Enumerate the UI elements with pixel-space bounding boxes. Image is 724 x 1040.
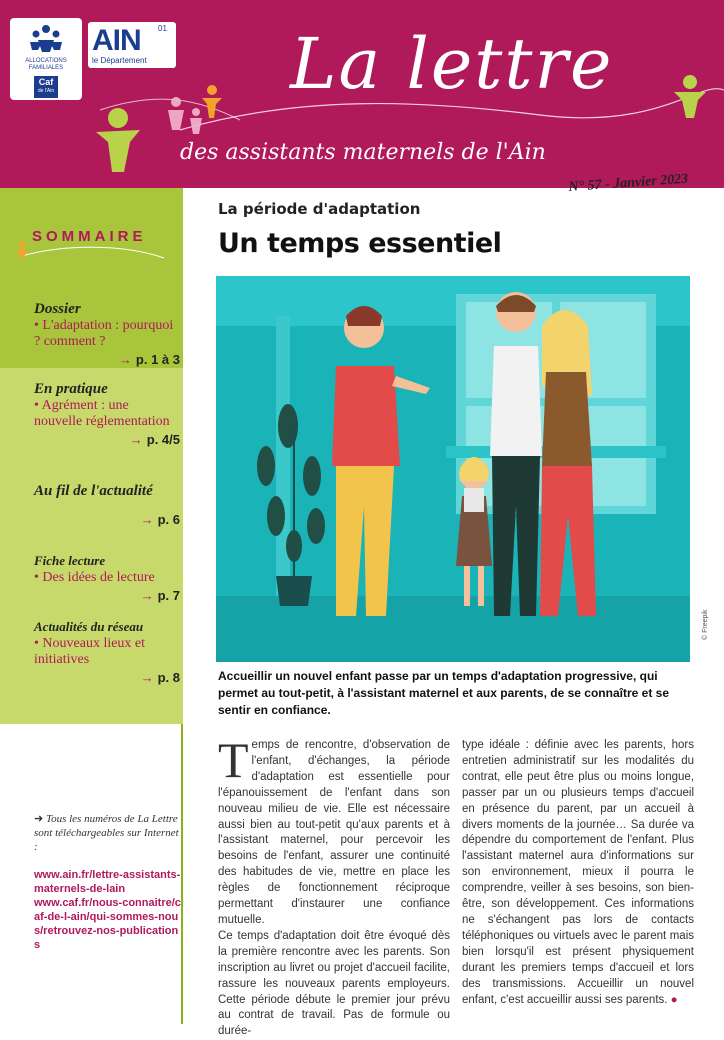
toc-heading: Au fil de l'actualité <box>34 483 153 499</box>
arrow-right-icon: → <box>140 512 154 527</box>
issue-number: N° 57 - Janvier 2023 <box>568 171 689 195</box>
caf-brand <box>34 76 58 98</box>
article-lead: Accueillir un nouvel enfant passe par un temps d'adaptation progressive, qui permet au tout-petit, à l'assistant maternel et aux parents, de se connaître et se sentir en confiance. <box>218 669 669 717</box>
toc-item[interactable]: • Nouveaux lieux et initiatives <box>34 636 146 667</box>
sommaire-heading: SOMMAIRE <box>32 228 147 245</box>
ain-logo-sub: le Département <box>92 56 147 65</box>
article-illustration <box>216 276 690 662</box>
link-caf[interactable]: www.caf.fr/nous-connaitre/caf-de-l-ain/qui-sommes-nous/retrouvez-nos-publications <box>34 897 181 951</box>
toc-section-fiche-lecture[interactable] <box>34 552 180 603</box>
toc-heading: En pratique <box>34 381 108 397</box>
toc-item[interactable]: • Agrément : une nouvelle réglementation <box>34 398 170 429</box>
toc-page-number: p. 6 <box>157 512 180 527</box>
toc-heading: Dossier <box>34 301 81 317</box>
toc-item[interactable]: • Des idées de lecture <box>34 570 155 585</box>
download-links <box>34 868 182 952</box>
article-column-1 <box>218 732 450 1040</box>
article-paragraph-1: emps de rencontre, d'observation de l'enfant, d'échanges, la période d'adaptation est essentielle pour l'épanouissement de l'enfant dans son nouveau milieu de vie. Elle est nécessaire aussi bien au tout-petit qu'aux parents et à l'assistant maternel, pour percevoir les besoins de l'enfant, assurer une continuité des habitudes de vie, mettre en place les règles de fonctionnement réciproque permettant d'instaurer une confiance mutuelle. <box>218 739 450 926</box>
toc-page <box>34 512 180 527</box>
arrow-right-icon: → <box>140 588 154 603</box>
newsletter-title: La lettre <box>290 23 614 105</box>
toc-page-number: p. 7 <box>157 588 180 603</box>
arrow-right-icon: → <box>118 352 132 367</box>
newsletter-subtitle: des assistants maternels de l'Ain <box>180 140 546 165</box>
caf-brand-name: Caf <box>38 77 54 87</box>
toc-heading: Fiche lecture <box>34 553 106 568</box>
toc-page-number: p. 4/5 <box>146 432 180 447</box>
article-kicker: La période d'adaptation <box>218 200 421 218</box>
toc-page <box>34 588 180 603</box>
caf-logo <box>10 18 82 100</box>
toc-section-en-pratique[interactable] <box>34 380 180 447</box>
toc-section-actualite[interactable] <box>34 482 180 527</box>
toc-page-number: p. 8 <box>157 670 180 685</box>
caf-line1: ALLOCATIONS <box>25 58 67 64</box>
toc-page <box>34 670 180 685</box>
link-ain[interactable]: www.ain.fr/lettre-assistants-maternels-de-lain <box>34 869 181 895</box>
article-headline: Un temps essentiel <box>218 228 502 259</box>
article-column-2 <box>462 738 694 1008</box>
arrow-right-icon: → <box>129 432 143 447</box>
toc-section-reseau[interactable] <box>34 618 180 685</box>
toc-page <box>34 352 180 367</box>
article-paragraph-2: Ce temps d'adaptation doit être évoqué dès la première rencontre avec les parents. Son inscription au livret ou projet d'accueil facilite, rassure les nouveaux parents employeurs. Cette période débute le premier jour prévu au contrat de travail. Pas de formule ou durée- <box>218 929 450 1038</box>
caf-family-icon <box>28 22 64 54</box>
toc-item[interactable]: • L'adaptation : pourquoi ? comment ? <box>34 318 174 349</box>
dropcap: T <box>218 732 249 788</box>
article-paragraph-3: type idéale : définie avec les parents, hors entretien administratif sur les modalités du contrat, elle peut être plus ou moins longue, passer par un ou plusieurs temps d'accueil en présence du parent, par un accueil à divers moments de la journée… Sa durée va dépendre du comportement de l'enfant. Plus l'assistant maternel aura d'informations sur son environnement, mieux il pourra le comprendre, veiller à ses besoins, son bien-être, son développement. Ces informations ne s'échangent pas lors de contacts téléphoniques ou virtuels avec le parent mais bien lorsqu'il est présent physiquement durant les premiers temps d'accueil et lors des transmissions. Accueillir un nouvel enfant, c'est accueillir aussi ses parents. <box>462 739 694 1006</box>
caf-brand-sub: de l'Ain <box>37 88 55 94</box>
download-note-text: Tous les numéros de La Lettre sont téléchargeables sur Internet : <box>34 813 179 853</box>
ain-logo-name: AIN <box>92 24 141 57</box>
caf-line2: FAMILIALES <box>28 65 64 71</box>
ain-logo <box>88 22 176 68</box>
toc-page-number: p. 1 à 3 <box>135 352 180 367</box>
toc-section-dossier[interactable] <box>34 300 180 367</box>
arrow-right-icon: ➜ <box>34 813 46 825</box>
arrow-right-icon: → <box>140 670 154 685</box>
toc-heading: Actualités du réseau <box>34 619 144 634</box>
download-note <box>34 812 182 854</box>
toc-page <box>34 432 180 447</box>
end-mark: ● <box>670 993 678 1006</box>
image-credit: © Freepik <box>702 609 709 640</box>
ain-logo-number: 01 <box>158 24 167 33</box>
masthead <box>0 0 724 188</box>
